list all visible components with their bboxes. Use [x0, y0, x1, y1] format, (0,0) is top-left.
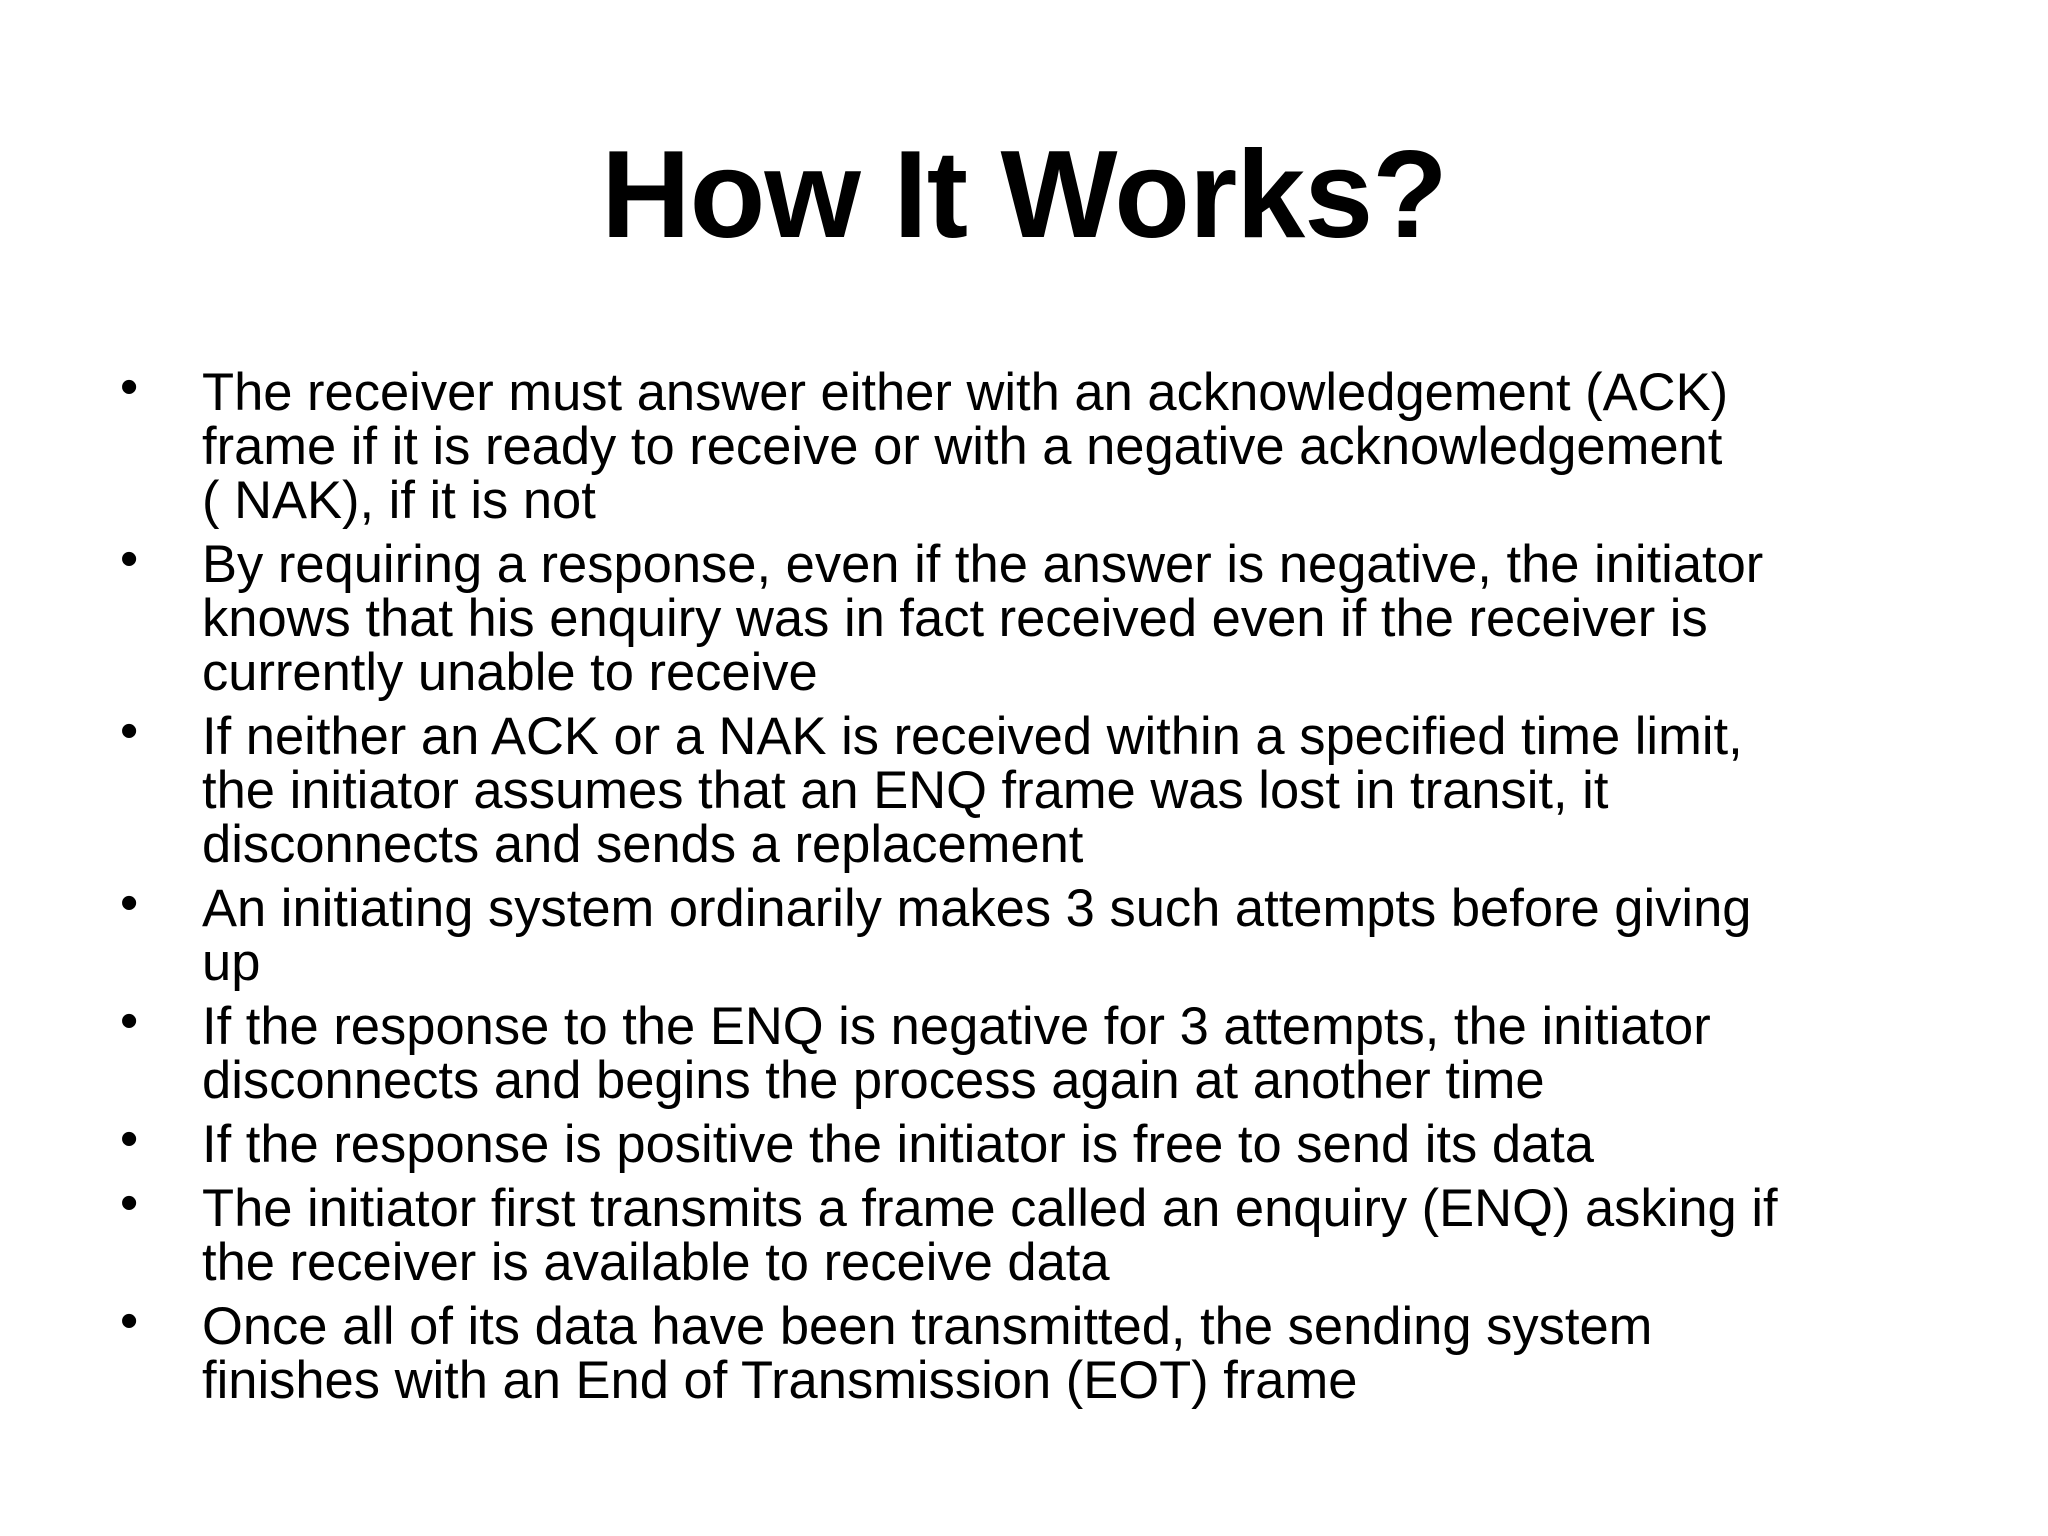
slide-title: How It Works?	[601, 126, 1447, 264]
bullet-item	[120, 992, 1980, 1110]
bullet-text-line: up	[202, 933, 261, 992]
bullet-text-line: An initiating system ordinarily makes 3 such attempts before giving	[202, 879, 1752, 938]
bullet-text-line: By requiring a response, even if the answer is negative, the initiator	[202, 535, 1764, 594]
bullet-list	[120, 358, 1980, 1418]
bullet-marker-icon: •	[120, 1174, 139, 1232]
bullet-text-line: ( NAK), if it is not	[202, 471, 596, 530]
bullet-marker-icon: •	[120, 1292, 139, 1350]
bullet-item	[120, 702, 1980, 874]
bullet-text-line: The receiver must answer either with an acknowledgement (ACK)	[202, 363, 1729, 422]
bullet-marker-icon: •	[120, 702, 139, 760]
bullet-item	[120, 358, 1980, 530]
bullet-text-line: Once all of its data have been transmitted, the sending system	[202, 1297, 1653, 1356]
bullet-marker-icon: •	[120, 992, 139, 1050]
bullet-text-line: disconnects and sends a replacement	[202, 815, 1084, 874]
bullet-text-line: If the response to the ENQ is negative for 3 attempts, the initiator	[202, 997, 1711, 1056]
bullet-text-line: finishes with an End of Transmission (EOT) frame	[202, 1351, 1358, 1410]
bullet-marker-icon: •	[120, 874, 139, 932]
bullet-text-line: The initiator first transmits a frame called an enquiry (ENQ) asking if	[202, 1179, 1778, 1238]
bullet-marker-icon: •	[120, 530, 139, 588]
bullet-text-line: the initiator assumes that an ENQ frame was lost in transit, it	[202, 761, 1609, 820]
bullet-text-line: disconnects and begins the process again at another time	[202, 1051, 1545, 1110]
bullet-text-line: knows that his enquiry was in fact received even if the receiver is	[202, 589, 1708, 648]
bullet-text-line: frame if it is ready to receive or with a negative acknowledgement	[202, 417, 1723, 476]
bullet-marker-icon: •	[120, 358, 139, 416]
bullet-text-line: currently unable to receive	[202, 643, 818, 702]
bullet-text-line: If the response is positive the initiator is free to send its data	[202, 1115, 1594, 1174]
bullet-item	[120, 1292, 1980, 1410]
bullet-item	[120, 874, 1980, 992]
bullet-marker-icon: •	[120, 1110, 139, 1168]
bullet-item	[120, 1174, 1980, 1292]
bullet-text-line: the receiver is available to receive data	[202, 1233, 1110, 1292]
bullet-item	[120, 1110, 1980, 1174]
bullet-item	[120, 530, 1980, 702]
bullet-text-line: If neither an ACK or a NAK is received within a specified time limit,	[202, 707, 1743, 766]
